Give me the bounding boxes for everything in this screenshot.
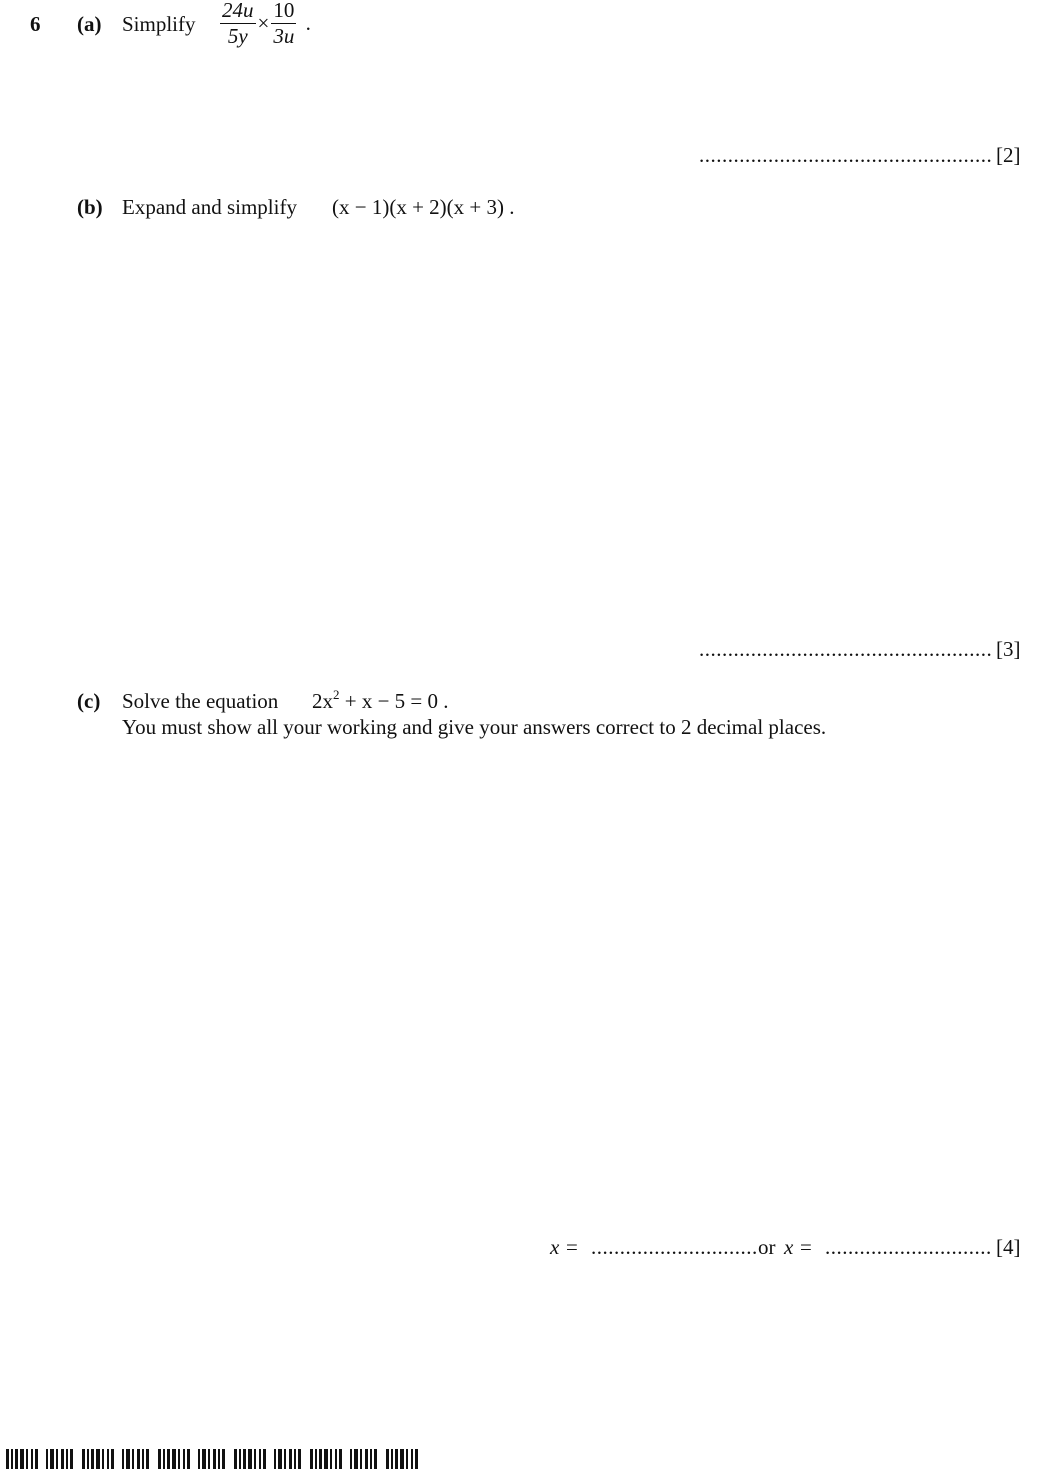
barcode-bar	[137, 1449, 140, 1469]
barcode-bar	[35, 1449, 38, 1469]
part-c-instruction: Solve the equation	[122, 689, 279, 713]
barcode-bar	[395, 1449, 398, 1469]
barcode-bar	[167, 1449, 170, 1469]
barcode-bar	[96, 1449, 100, 1469]
barcode-bar	[163, 1449, 165, 1469]
barcode-bar	[11, 1449, 13, 1469]
part-b-marks: [3]	[996, 637, 1021, 661]
barcode-bar	[178, 1449, 180, 1469]
barcode-bar	[406, 1449, 408, 1469]
barcode-bar	[294, 1449, 296, 1469]
barcode-bar	[132, 1449, 134, 1469]
part-a-period: .	[305, 11, 311, 35]
barcode-bar	[46, 1449, 48, 1469]
equation-exponent: 2	[333, 687, 340, 702]
barcode-bar	[335, 1449, 337, 1469]
barcode-bar	[411, 1449, 413, 1469]
barcode-bar	[107, 1449, 109, 1469]
barcode-bar	[370, 1449, 372, 1469]
fraction-2-numerator: 10	[273, 0, 295, 22]
barcode-bar	[400, 1449, 404, 1469]
fraction-2-denominator: 3u	[273, 24, 295, 48]
barcode-bar	[66, 1449, 68, 1469]
barcode-bar	[31, 1449, 33, 1469]
barcode-bar	[126, 1449, 130, 1469]
barcode-bar	[310, 1449, 313, 1469]
part-b-expression: (x − 1)(x + 2)(x + 3) .	[332, 195, 515, 219]
barcode-bar	[208, 1449, 210, 1469]
fraction-2	[271, 0, 296, 47]
part-c-instruction-line2: You must show all your working and give your answers correct to 2 decimal places.	[122, 715, 827, 739]
barcode-bar	[298, 1449, 301, 1469]
barcode-image	[6, 1449, 431, 1469]
part-b-label: (b)	[77, 195, 103, 219]
barcode-bar	[158, 1449, 161, 1469]
barcode-bar	[26, 1449, 28, 1469]
barcode-bar	[254, 1449, 256, 1469]
part-a-answer-line[interactable]: ...................................................	[699, 143, 993, 167]
barcode-bar	[198, 1449, 200, 1469]
barcode-bar	[391, 1449, 393, 1469]
barcode-bar	[374, 1449, 377, 1469]
barcode-bar	[172, 1449, 176, 1469]
barcode-bar	[102, 1449, 104, 1469]
barcode-bar	[20, 1449, 24, 1469]
barcode-bar	[284, 1449, 286, 1469]
barcode-bar	[415, 1449, 418, 1469]
fraction-1-denominator: 5y	[227, 24, 248, 48]
barcode-bar	[70, 1449, 73, 1469]
barcode-bar	[365, 1449, 368, 1469]
part-a-expression	[220, 0, 311, 47]
part-c-x-label-2: x =	[784, 1235, 813, 1259]
equation-term-2x: 2x	[312, 689, 333, 713]
barcode-bar	[6, 1449, 9, 1469]
part-c-marks: [4]	[996, 1235, 1021, 1259]
times-sign: ×	[257, 11, 270, 35]
part-b-instruction: Expand and simplify	[122, 195, 297, 219]
part-c-x-label-1: x =	[550, 1235, 579, 1259]
part-c-answer-line-2[interactable]: .............................	[825, 1235, 992, 1259]
equation-rest: + x − 5 = 0 .	[339, 689, 449, 713]
barcode-bar	[360, 1449, 362, 1469]
barcode-bar	[56, 1449, 58, 1469]
barcode-bar	[146, 1449, 149, 1469]
barcode-bar	[324, 1449, 328, 1469]
part-b-answer-line[interactable]: ...................................................	[699, 637, 993, 661]
barcode-bar	[15, 1449, 18, 1469]
fraction-1-numerator: 24u	[222, 0, 254, 22]
barcode-bar	[239, 1449, 241, 1469]
barcode-bar	[218, 1449, 220, 1469]
part-a-instruction: Simplify	[122, 12, 196, 36]
barcode-bar	[213, 1449, 216, 1469]
barcode-bar	[315, 1449, 317, 1469]
barcode-bar	[289, 1449, 292, 1469]
barcode-bar	[330, 1449, 332, 1469]
fraction-1	[220, 0, 256, 47]
barcode-bar	[142, 1449, 144, 1469]
barcode-bar	[278, 1449, 282, 1469]
barcode-bar	[61, 1449, 64, 1469]
question-number: 6	[30, 12, 41, 36]
barcode-bar	[122, 1449, 124, 1469]
barcode-bar	[50, 1449, 54, 1469]
part-c-label: (c)	[77, 689, 101, 713]
barcode-bar	[319, 1449, 322, 1469]
part-c-or: or	[758, 1235, 776, 1259]
barcode-bar	[234, 1449, 237, 1469]
barcode-bar	[187, 1449, 190, 1469]
barcode-bar	[339, 1449, 342, 1469]
barcode-bar	[248, 1449, 252, 1469]
barcode-bar	[350, 1449, 352, 1469]
part-c-answer-line-1[interactable]: .............................	[591, 1235, 758, 1259]
barcode-bar	[243, 1449, 246, 1469]
barcode-bar	[263, 1449, 266, 1469]
barcode-bar	[274, 1449, 276, 1469]
barcode-bar	[183, 1449, 185, 1469]
barcode-bar	[87, 1449, 89, 1469]
part-a-marks: [2]	[996, 143, 1021, 167]
barcode-bar	[386, 1449, 389, 1469]
barcode-bar	[91, 1449, 94, 1469]
barcode-bar	[222, 1449, 225, 1469]
barcode-bar	[111, 1449, 114, 1469]
part-c-equation	[312, 689, 449, 714]
part-a-label: (a)	[77, 12, 102, 36]
barcode-bar	[354, 1449, 358, 1469]
barcode-bar	[259, 1449, 261, 1469]
barcode-bar	[82, 1449, 85, 1469]
barcode-bar	[202, 1449, 206, 1469]
